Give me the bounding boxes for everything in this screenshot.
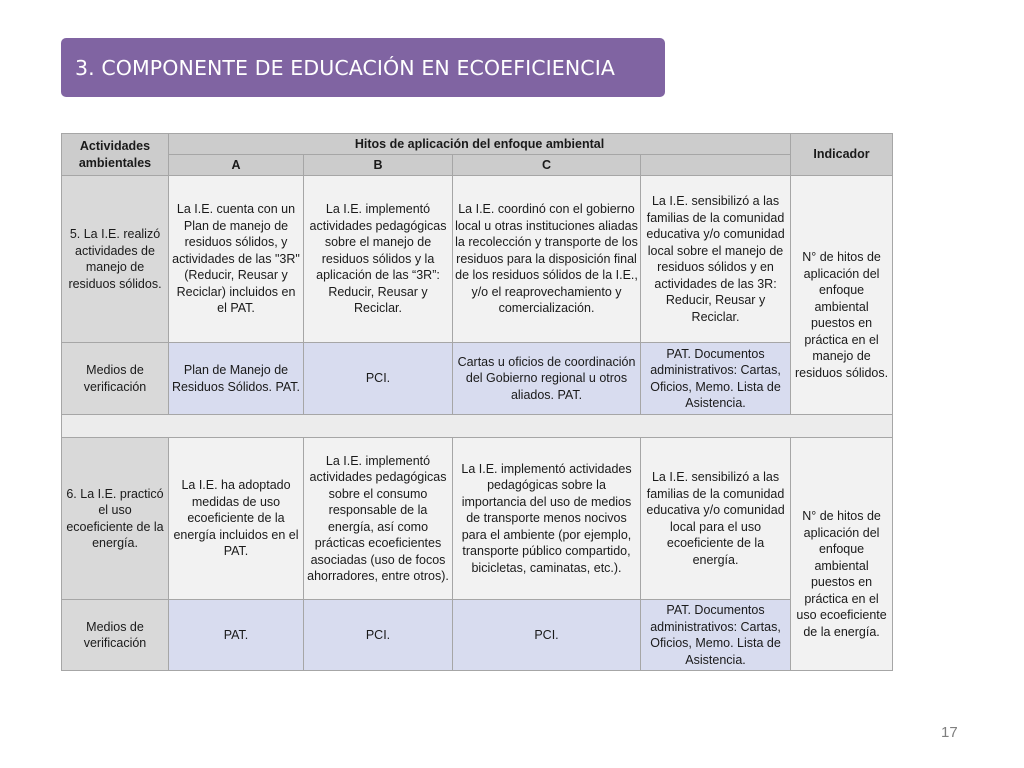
- verification-row-6: [62, 600, 893, 671]
- ecoefficiency-table: [61, 133, 893, 671]
- activity-6-indicator: [791, 438, 893, 671]
- header-column-d: [641, 155, 791, 176]
- header-column-a: A: [169, 155, 304, 176]
- header-column-c: C: [453, 155, 641, 176]
- header-milestones: Hitos de aplicación del enfoque ambiental: [169, 134, 791, 155]
- verification-6-c: PCI.: [453, 600, 641, 671]
- header-activities: Actividades ambientales: [62, 134, 169, 176]
- activity-5-label: 5. La I.E. realizó actividades de manejo de residuos sólidos.: [62, 176, 169, 343]
- activity-6-milestone-b: La I.E. implementó actividades pedagógicas sobre el consumo responsable de la energía, así como prácticas ecoeficientes asociadas (uso de focos ahorradores, entre otros).: [304, 438, 453, 600]
- activity-5-indicator: [791, 176, 893, 415]
- activity-5-indicator-text: N° de hitos de aplicación del enfoque ambiental puestos en práctica en el manejo de residuos sólidos.: [794, 250, 889, 380]
- activity-6-label: 6. La I.E. practicó el uso ecoeficiente de la energía.: [62, 438, 169, 600]
- verification-5-label: Medios de verificación: [62, 343, 169, 415]
- header-row-main: [62, 134, 893, 155]
- spacer-row: [62, 415, 893, 438]
- title-banner: [61, 38, 665, 97]
- verification-6-d: PAT. Documentos administrativos: Cartas, Oficios, Memo. Lista de Asistencia.: [641, 600, 791, 671]
- activity-6-milestone-c: La I.E. implementó actividades pedagógicas sobre la importancia del uso de medios de transporte menos nocivos para el ambiente (por ejemplo, transporte público compartido, bicicletas, caminatas, etc.).: [453, 438, 641, 600]
- activity-5-milestone-b: La I.E. implementó actividades pedagógicas sobre el manejo de residuos sólidos y la aplicación de las “3R”: Reducir, Reusar y Reciclar.: [304, 176, 453, 343]
- verification-6-a: PAT.: [169, 600, 304, 671]
- verification-5-c: Cartas u oficios de coordinación del Gobierno regional u otros aliados. PAT.: [453, 343, 641, 415]
- verification-5-b: PCI.: [304, 343, 453, 415]
- activity-6-indicator-text: N° de hitos de aplicación del enfoque ambiental puestos en práctica en el uso ecoeficiente de la energía.: [796, 509, 887, 639]
- header-row-columns: [62, 155, 893, 176]
- verification-6-label: Medios de verificación: [62, 600, 169, 671]
- page-number: 17: [941, 724, 958, 741]
- header-column-b: B: [304, 155, 453, 176]
- verification-5-a: Plan de Manejo de Residuos Sólidos. PAT.: [169, 343, 304, 415]
- activity-row-6: [62, 438, 893, 600]
- activity-6-milestone-a: La I.E. ha adoptado medidas de uso ecoeficiente de la energía incluidos en el PAT.: [169, 438, 304, 600]
- slide-title: 3. COMPONENTE DE EDUCACIÓN EN ECOEFICIENCIA: [75, 55, 615, 80]
- verification-row-5: [62, 343, 893, 415]
- activity-5-milestone-c: La I.E. coordinó con el gobierno local u otras instituciones aliadas la recolección y transporte de los residuos para la disposición final de los residuos sólidos de la I.E., y/o el reaprovechamiento y comercialización.: [453, 176, 641, 343]
- activity-6-milestone-d: La I.E. sensibilizó a las familias de la comunidad educativa y/o comunidad local para el uso ecoeficiente de la energía.: [641, 438, 791, 600]
- activity-5-milestone-a: La I.E. cuenta con un Plan de manejo de residuos sólidos, y actividades de las "3R" (Reducir, Reusar y Reciclar) incluidos en el PAT.: [169, 176, 304, 343]
- header-indicator: Indicador: [791, 134, 893, 176]
- activity-row-5: [62, 176, 893, 343]
- verification-6-b: PCI.: [304, 600, 453, 671]
- spacer-cell: [62, 415, 893, 438]
- verification-5-d: PAT. Documentos administrativos: Cartas, Oficios, Memo. Lista de Asistencia.: [641, 343, 791, 415]
- activity-5-milestone-d: La I.E. sensibilizó a las familias de la comunidad educativa y/o comunidad local sobre el manejo de residuos sólidos y en actividades de las 3R: Reducir, Reusar y Reciclar.: [641, 176, 791, 343]
